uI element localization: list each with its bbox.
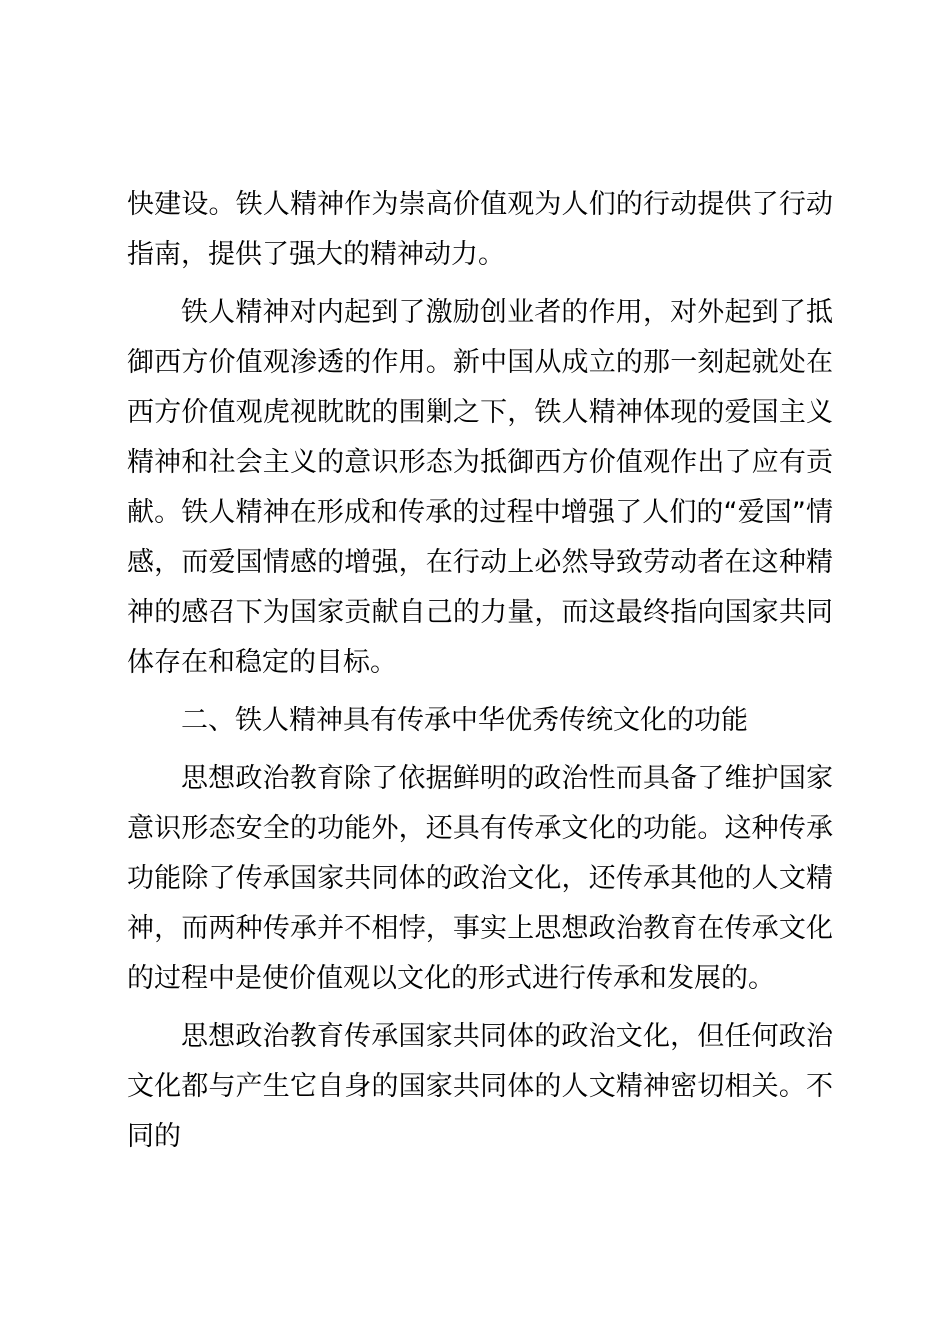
section-heading: 二、铁人精神具有传承中华优秀传统文化的功能 xyxy=(181,705,748,736)
paragraph-4: 思想政治教育传承国家共同体的政治文化，但任何政治文化都与产生它自身的国家共同体的人文精神密切相关。不同的 xyxy=(127,1021,833,1152)
paragraph-1: 快建设。铁人精神作为崇高价值观为人们的行动提供了行动指南，提供了强大的精神动力。 xyxy=(127,189,833,270)
paragraph-2: 铁人精神对内起到了激励创业者的作用，对外起到了抵御西方价值观渗透的作用。新中国从成立的那一刻起就处在西方价值观虎视眈眈的围剿之下，铁人精神体现的爱国主义精神和社会主义的意识形态为抵御西方价值观作出了应有贡献。铁人精神在形成和传承的过程中增强了人们的“爱国”情感，而爱国情感的增强，在行动上必然导致劳动者在这种精神的感召下为国家贡献自己的力量，而这最终指向国家共同体存在和稳定的目标。 xyxy=(127,297,833,678)
paragraph-3: 思想政治教育除了依据鲜明的政治性而具备了维护国家意识形态安全的功能外，还具有传承文化的功能。这种传承功能除了传承国家共同体的政治文化，还传承其他的人文精神，而两种传承并不相悖，事实上思想政治教育在传承文化的过程中是使价值观以文化的形式进行传承和发展的。 xyxy=(127,763,833,994)
document-body xyxy=(127,180,833,1162)
